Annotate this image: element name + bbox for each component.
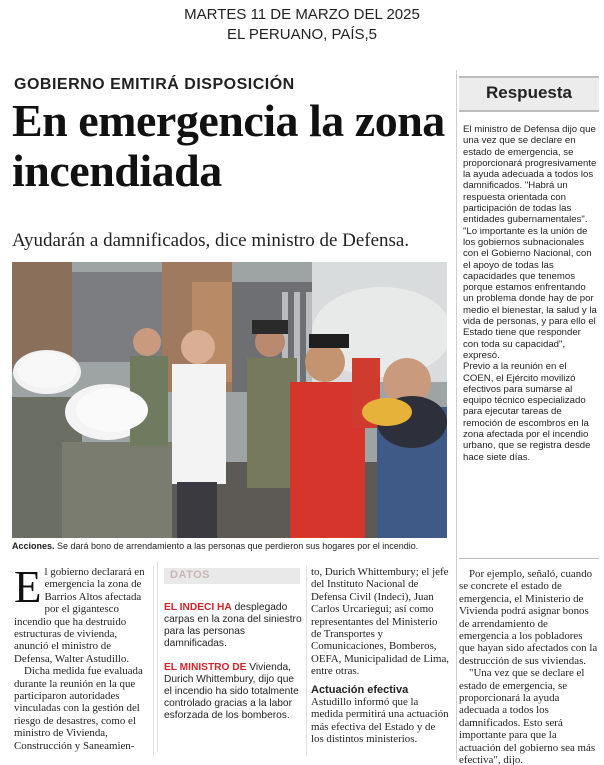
body-paragraph: "Una vez que se declare el estado de emergencia, se proporcionará la ayuda adecuada a todos los damnificados. Esto será importante para que la actuación del gobierno sea más efectiva", dijo. <box>459 667 596 765</box>
body-paragraph: Dicha medida fue evaluada durante la reunión en la que participaron autoridades vinculadas con la gestión del riesgo de desastres, como el ministro de Vivienda, Construcción y Saneamien- <box>14 665 143 752</box>
datos-item <box>164 602 304 650</box>
article-subhead: Ayudarán a damnificados, dice ministro de Defensa. <box>12 230 410 251</box>
sidebar-title-box <box>459 76 599 112</box>
column-rule <box>306 566 307 756</box>
sidebar-paragraph: Previo a la reunión en el COEN, el Ejército movilizó efectivos para sumarse al equipo técnico especializado para ejecutar tareas de remoción de escombros en la zona afectada por el incendio urbano, que se registra desde hace siete días. <box>463 361 591 463</box>
body-column-1 <box>14 562 149 752</box>
body-paragraph: Astudillo informó que la medida permitirá una actuación más efectiva del Estado y de los distintos ministerios. <box>311 696 449 746</box>
sidebar-paragraph: "Lo importante es la unión de los gobiernos subnacionales con el Gobierno Nacional, con el apoyo de todas las capacidades que tenemos porque estamos enfrentando un problema donde hay de por medio el bienestar, la salud y la vida de personas, y para ello el Estado tiene que responder con toda su capacidad", expresó. <box>463 225 597 361</box>
column-rule <box>153 566 154 756</box>
datos-item-lead: EL MINISTRO DE <box>164 662 247 673</box>
article-kicker: GOBIERNO EMITIRÁ DISPOSICIÓN <box>14 76 295 93</box>
drop-cap: E <box>14 562 42 612</box>
datos-title: DATOS <box>170 569 210 581</box>
sidebar-title: Respuesta <box>486 83 572 102</box>
sidebar-text <box>463 124 597 463</box>
datos-item-lead: EL INDECI HA <box>164 602 232 613</box>
body-column-3 <box>311 566 450 746</box>
datos-item-text: desplegado carpas en la zona del siniestro para las personas damnificadas. <box>164 602 302 649</box>
article-photo <box>12 262 447 538</box>
page-section: EL PERUANO, PAÍS,5 <box>226 26 378 43</box>
sidebar-divider <box>456 70 457 760</box>
body-column-4 <box>459 568 599 765</box>
body-subhead: Actuación efectiva <box>311 683 409 696</box>
caption-text: Se dará bono de arrendamiento a las personas que perdieron sus hogares por el incendio. <box>54 541 419 551</box>
datos-item <box>164 662 304 722</box>
sidebar-paragraph: El ministro de Defensa dijo que una vez que se declare en estado de emergencia, se proporcionará progresivamente la ayuda adecuada a todos los damnificados. "Habrá un respuesta orientada con participación de todas las entidades gubernamentales". <box>463 124 597 226</box>
datos-box <box>157 562 303 752</box>
photo-caption <box>12 541 452 551</box>
page-date: MARTES 11 DE MARZO DEL 2025 <box>184 6 420 23</box>
datos-header <box>164 568 300 584</box>
article-headline: En emergencia la zona incendiada <box>12 95 445 196</box>
caption-lead: Acciones. <box>12 541 55 551</box>
sidebar-rule <box>459 558 599 559</box>
body-text: l gobierno declarará en emergencia la zona de Barrios Altos afectada por el gigantesco incendio que ha destruido estructuras de vivienda, anunció el ministro de Defensa, Walter Astudillo. <box>14 566 145 665</box>
datos-item-text: Vivienda, Durich Whittembury, dijo que el incendio ha sido totalmente controlado gracias a la labor esforzada de los bomberos. <box>164 662 299 721</box>
body-paragraph <box>14 562 149 665</box>
body-paragraph: to, Durich Whittembury; el jefe del Instituto Nacional de Defensa Civil (Indeci), Juan Carlos Urcariegui; así como representantes del Ministerio de Transportes y Comunicaciones, Bomberos, OEFA, Municipalidad de Lima, entre otras. <box>311 566 450 678</box>
body-paragraph: Por ejemplo, señaló, cuando se concrete el estado de emergencia, el Ministerio de Vivienda podrá asignar bonos de arrendamiento de emergencia a los pobladores que hayan sido afectados con la destrucción de sus viviendas. <box>459 568 598 667</box>
